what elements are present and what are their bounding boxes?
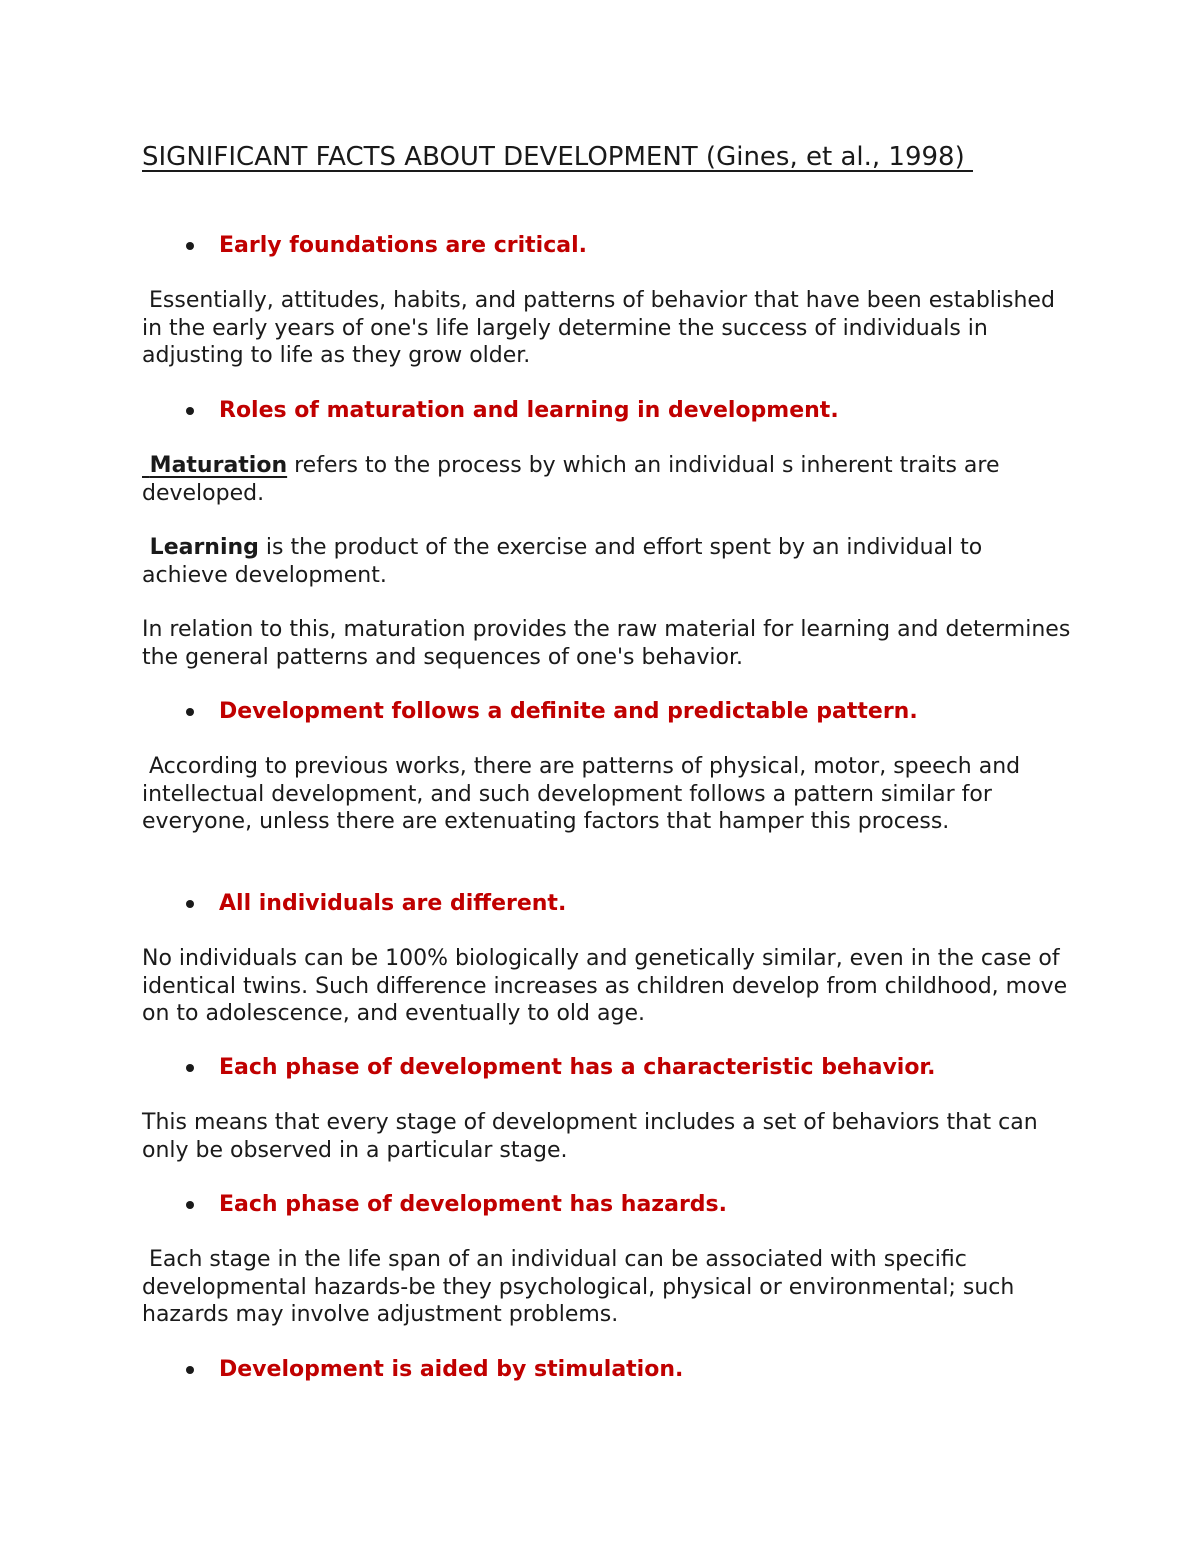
section-heading-text: Development is aided by stimulation. bbox=[219, 1357, 684, 1382]
section-paragraph: According to previous works, there are patterns of physical, motor, speech and intellectual development, and such development follows a pattern similar for everyone, unless there are extenuating factors that hamper this process. bbox=[142, 754, 1028, 834]
section-heading-predictable-pattern bbox=[186, 697, 1146, 727]
section-heading-text: Early foundations are critical. bbox=[219, 233, 588, 258]
learning-text: is the product of the exercise and effort spent by an individual to achieve development. bbox=[142, 535, 990, 588]
section-paragraph: Each stage in the life span of an individual can be associated with specific developmental hazards-be they psychological, physical or environmental; such hazards may involve adjustment problems. bbox=[142, 1247, 1022, 1327]
bullet-icon bbox=[186, 242, 194, 250]
section-heading-text: Each phase of development has hazards. bbox=[219, 1192, 727, 1217]
section-heading-hazards bbox=[186, 1190, 1146, 1220]
section-heading-individuals-different bbox=[186, 889, 1146, 919]
section-heading-stimulation bbox=[186, 1355, 1146, 1385]
maturation-definition bbox=[142, 452, 1072, 507]
section-heading-text: Roles of maturation and learning in development. bbox=[219, 398, 839, 423]
learning-definition bbox=[142, 534, 1072, 589]
bullet-icon bbox=[186, 708, 194, 716]
maturation-text: refers to the process by which an individual s inherent traits are developed. bbox=[142, 453, 1007, 506]
section-heading-text: Each phase of development has a characteristic behavior. bbox=[219, 1055, 936, 1080]
bullet-icon bbox=[186, 1201, 194, 1209]
bullet-icon bbox=[186, 900, 194, 908]
document-title: SIGNIFICANT FACTS ABOUT DEVELOPMENT (Gines, et al., 1998) bbox=[142, 142, 973, 172]
bullet-icon bbox=[186, 1064, 194, 1072]
section-heading-maturation-learning bbox=[186, 396, 1146, 426]
section-heading-text: Development follows a definite and predictable pattern. bbox=[219, 699, 918, 724]
maturation-term: Maturation bbox=[142, 453, 288, 478]
section-paragraph: Essentially, attitudes, habits, and patterns of behavior that have been established in the early years of one's life largely determine the success of individuals in adjusting to life as they grow older. bbox=[142, 288, 1062, 368]
section-paragraph: No individuals can be 100% biologically and genetically similar, even in the case of identical twins. Such difference increases as children develop from childhood, move on to adolescence, and eventually to old age. bbox=[142, 946, 1075, 1026]
section-heading-early-foundations bbox=[186, 231, 1146, 261]
section-paragraph: In relation to this, maturation provides the raw material for learning and determines the general patterns and sequences of one's behavior. bbox=[142, 617, 1078, 670]
learning-term: Learning bbox=[142, 535, 259, 560]
bullet-icon bbox=[186, 407, 194, 415]
section-heading-characteristic-behavior bbox=[186, 1053, 1146, 1083]
section-paragraph: This means that every stage of development includes a set of behaviors that can only be observed in a particular stage. bbox=[142, 1110, 1045, 1163]
bullet-icon bbox=[186, 1366, 194, 1374]
section-heading-text: All individuals are different. bbox=[219, 891, 567, 916]
